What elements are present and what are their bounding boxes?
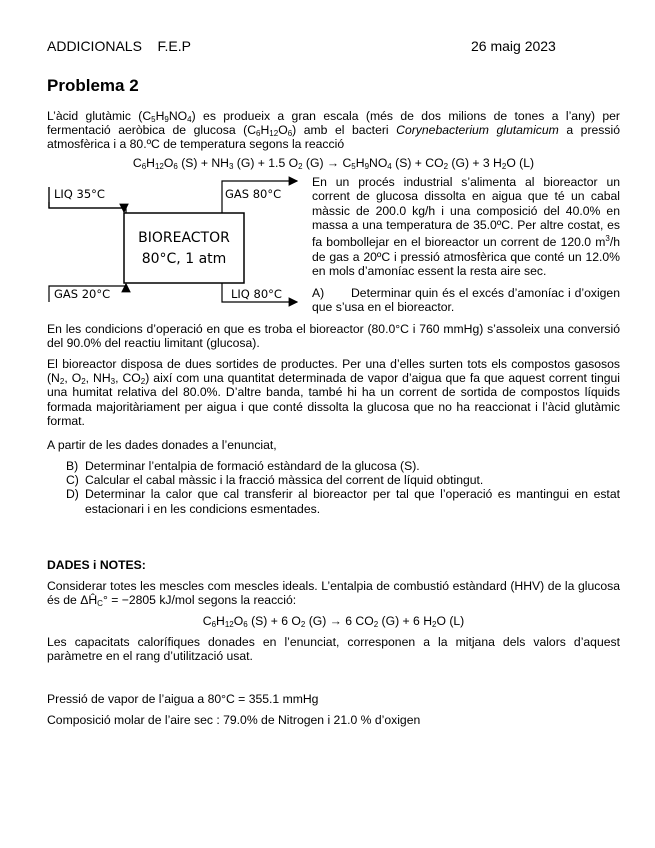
question-a <box>312 286 620 315</box>
combustion-equation: $C_6H_{12}O_6$ (S) + 6 $O_2$ (G) → 6 $CO_2$ (G) + 6 $H_2O$ (L) <box>202 614 465 629</box>
outlets-paragraph: El bioreactor disposa de dues sortides de productes. Per una d’elles surten tots els compostos gasosos ($N_2$, $O_2$, $NH_3$, $CO_2$) així com una quantitat determinada de vapor d’aigua que fa que aquest corrent tingui una humitat relativa del 80.0%. D’altre banda, també hi ha un corrent de sortida de compostos líquids formada majoritàriament per aigua i que conté dissolta la glucosa que no ha reaccionat i l’àcid glutàmic format. <box>47 357 620 428</box>
notes-heading: DADES i NOTES: <box>47 558 146 572</box>
question-list <box>66 459 620 516</box>
label-liq-out: LIQ 80°C <box>231 287 282 301</box>
label-gas-out: GAS 80°C <box>225 187 282 201</box>
notes-vapor-pressure: Pressió de vapor de l’aigua a 80°C = 355.1 mmHg <box>47 692 319 706</box>
bioreactor-diagram <box>44 172 306 307</box>
header-date: 26 maig 2023 <box>471 38 556 54</box>
question-item: B) Determinar l’entalpia de formació estàndard de la glucosa (S). <box>66 459 420 473</box>
problem-title: Problema 2 <box>47 76 139 95</box>
question-item: D) Determinar la calor que cal transferir al bioreactor per tal que l’operació es mantingui en estat estacionari i en les condicions esmentades. <box>66 487 620 516</box>
glutamic-reaction-equation: $C_6H_{12}O_6$ $(S) + NH_3$ (G) + 1.5 $O_2$ $(G) \to C_5H_9NO_4$ $(S) + CO_2$ (G) + 3 $H_2O$ (L) <box>132 156 535 171</box>
intro-paragraph: L’àcid glutàmic $(C_5H_9NO_4)$ es produeix a gran escala (més de dos milions de tones a l’any) per fermentació aeròbica de glucosa $(C_6H_{12}O_6)$ amb el bacteri Corynebacterium glutamicum a pressió atmosfèrica i a 80.ºC de temperatura segons la reacció <box>47 109 620 152</box>
process-description: En un procés industrial s’alimenta al bioreactor un corrent de glucosa dissolta en aigua que té un cabal màssic de 200.0 kg/h i una composició del 40.0% en massa a una temperatura de 35.0ºC. Per altre costat, es fa bombollejar en el bioreactor un corrent de 120.0 $m^3/h$ de gas a 20ºC i pressió atmosfèrica que conté un 12.0% en mols d’amoníac essent la resta aire sec. <box>312 175 620 278</box>
box-label-name: BIOREACTOR <box>138 230 230 246</box>
label-gas-in: GAS 20°C <box>54 287 111 301</box>
question-item: C) Calcular el cabal màssic i la fracció màssica del corrent de líquid obtingut. <box>66 473 484 488</box>
from-data-line: A partir de les dades donades a l’enunciat, <box>47 438 277 452</box>
question-a-letter: A) <box>312 286 325 300</box>
bioreactor-box <box>124 213 244 283</box>
conditions-paragraph: En les condicions d’operació en que es troba el bioreactor (80.0°C i 760 mmHg) s’assoleix una conversió del 90.0% del reactiu limitant (glucosa). <box>47 322 620 351</box>
label-liq-in: LIQ 35°C <box>54 187 105 201</box>
header-course: ADDICIONALS F.E.P <box>47 38 191 54</box>
box-label-conditions: 80°C, 1 atm <box>141 251 227 267</box>
notes-ideal-mixtures: Considerar totes les mescles com mescles ideals. L’entalpia de combustió estàndard (HHV) de la glucosa és de $\Delta Ĥ_C^\circ = -2805$ kJ/mol segons la reacció: <box>47 579 620 609</box>
question-a-text: Determinar quin és el excés d’amoníac i d’oxigen que s’usa en el bioreactor. <box>312 286 620 315</box>
notes-heat-capacity: Les capacitats calorífiques donades en l’enunciat, corresponen a la mitjana dels valors d’aquest paràmetre en el rang d’utilització usat. <box>47 635 620 664</box>
notes-air-composition: Composició molar de l’aire sec : 79.0% de Nitrogen i 21.0 % d’oxigen <box>47 713 421 727</box>
